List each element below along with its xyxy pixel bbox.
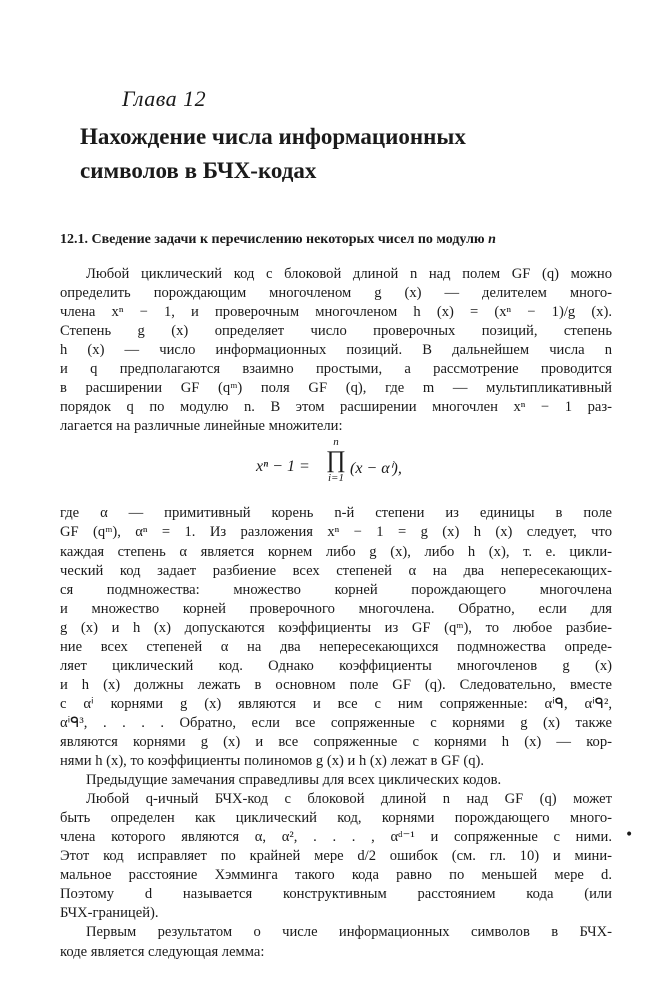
- text-line: αⁱᑫ³, . . . . Обратно, если все сопряженные с корнями g (x) также: [60, 714, 612, 731]
- text-line: в расширении GF (qᵐ) поля GF (q), где m — мультипликативный: [60, 380, 612, 397]
- text-line: Поэтому d называется конструктивным расстоянием кода (или: [60, 886, 612, 903]
- text-line: порядок q по модулю n. В этом расширении многочлен xⁿ − 1 раз-: [60, 399, 612, 416]
- text-line: быть определен как циклический код, корнями порождающего много-: [60, 810, 612, 827]
- text-line: Любой циклический код с блоковой длиной n над полем GF (q) можно: [86, 266, 612, 282]
- text-line: Предыдущие замечания справедливы для всех циклических кодов.: [86, 772, 502, 789]
- margin-dot: •: [625, 827, 634, 843]
- product-symbol: ∏: [326, 447, 346, 474]
- chapter-title-line: символов в БЧХ-кодах: [80, 158, 317, 183]
- text-line: ляет циклический код. Однако коэффициенты многочленов g (x): [60, 657, 612, 674]
- text-line: и множество корней проверочного многочлена. Обратно, если для: [60, 600, 612, 617]
- product-operator: [326, 436, 346, 484]
- text-line: и h (x) должны лежать в основном поле GF (q). Следовательно, вместе: [60, 676, 612, 693]
- chapter-label: Глава 12: [122, 86, 207, 111]
- text-line: определить порождающим многочленом g (x) — делителем много-: [60, 285, 612, 302]
- text-line: Любой q-ичный БЧХ-код с блоковой длиной n над GF (q) может: [86, 791, 612, 808]
- text-line: нями h (x), то коэффициенты полиномов g (x) и h (x) лежат в GF (q).: [60, 753, 485, 770]
- text-line: ческий код задает разбиение всех степеней α на два непересекающих-: [60, 562, 612, 579]
- text-line: коде является следующая лемма:: [60, 943, 265, 960]
- section-heading: [60, 232, 620, 248]
- text-line: Этот код исправляет по крайней мере d/2 ошибок (см. гл. 10) и мини-: [60, 848, 612, 865]
- chapter-title: [80, 120, 600, 188]
- text-line: ние всех степеней α на два непересекающихся подмножества опреде-: [60, 638, 612, 655]
- text-line: являются корнями g (x) и все сопряженные с корнями h (x) — кор-: [60, 733, 612, 750]
- chapter-title-line: Нахождение числа информационных: [80, 124, 466, 149]
- text-line: с αⁱ корнями g (x) являются и все с ним сопряженные: αⁱᑫ, αⁱᑫ²,: [60, 695, 612, 712]
- text-line: члена xⁿ − 1, и проверочным многочленом h (x) = (xⁿ − 1)/g (x).: [60, 304, 612, 321]
- text-line: БЧХ-границей).: [60, 905, 159, 922]
- section-heading-text: 12.1. Сведение задачи к перечислению некоторых чисел по модулю: [60, 232, 485, 247]
- formula-rhs: (x − αⁱ),: [350, 460, 402, 478]
- product-formula: [60, 436, 612, 504]
- text-line: GF (qᵐ), αⁿ = 1. Из разложения xⁿ − 1 = g (x) h (x) следует, что: [60, 524, 612, 541]
- product-upper-limit: n: [333, 436, 339, 449]
- text-line: и q предполагаются взаимно простыми, а рассмотрение проводится: [60, 361, 612, 378]
- section-heading-variable: n: [488, 232, 496, 247]
- text-line: мальное расстояние Хэмминга такого кода равно по меньшей мере d.: [60, 867, 612, 884]
- text-line: h (x) — число информационных позиций. В дальнейшем числа n: [60, 342, 612, 359]
- formula-lhs: xⁿ − 1 =: [256, 458, 310, 476]
- text-line: лагается на различные линейные множители:: [60, 418, 343, 435]
- text-line: члена которого являются α, α², . . . , αᵈ⁻¹ и сопряженные с ними.: [60, 829, 612, 846]
- text-line: g (x) и h (x) допускаются коэффициенты из GF (qᵐ), то любое разбие-: [60, 619, 612, 636]
- text-line: где α — примитивный корень n-й степени из единицы в поле: [60, 505, 612, 522]
- text-line: каждая степень α является корнем либо g (x), либо h (x), т. е. цикли-: [60, 543, 612, 560]
- text-line: Степень g (x) определяет число проверочных позиций, степень: [60, 323, 612, 340]
- product-lower-limit: i=1: [328, 472, 344, 485]
- body-text: [60, 265, 612, 962]
- text-line: ся подмножества: множество корней порождающего многочлена: [60, 581, 612, 598]
- text-line: Первым результатом о числе информационных символов в БЧХ-: [86, 924, 612, 941]
